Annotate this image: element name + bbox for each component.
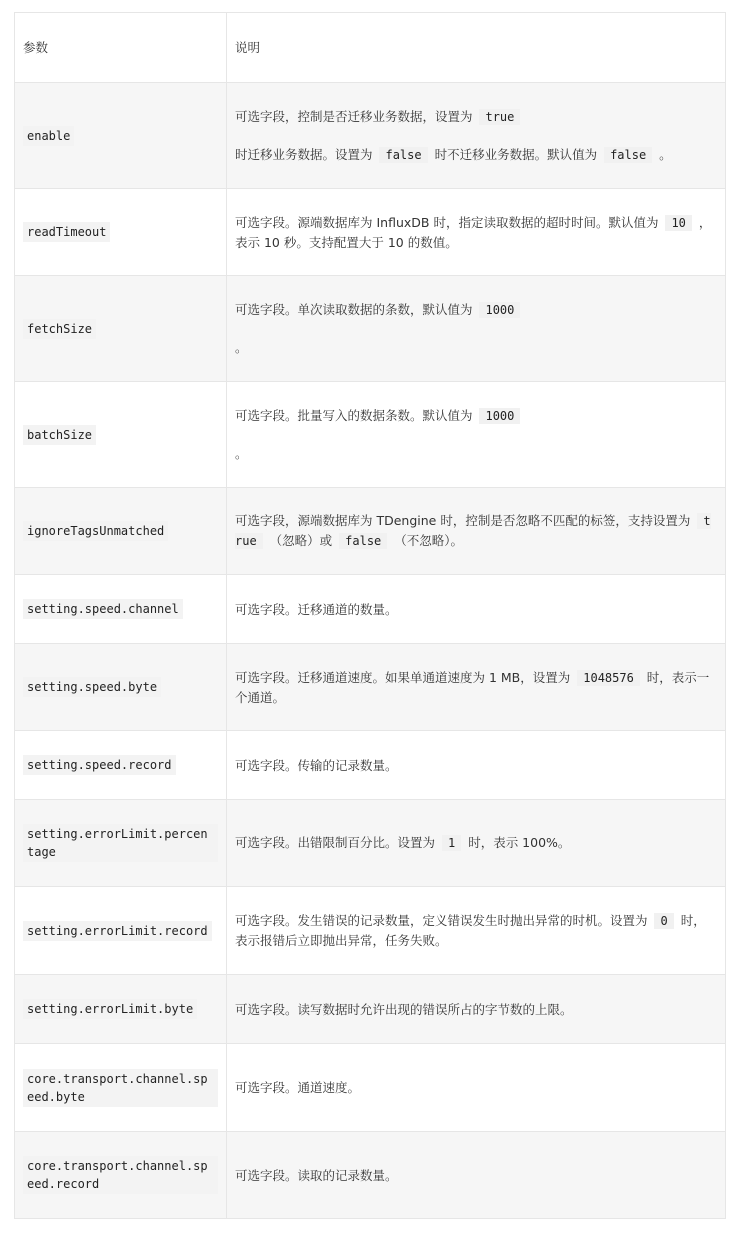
param-name: setting.speed.channel — [23, 599, 183, 619]
table-row — [15, 731, 726, 800]
param-name: readTimeout — [23, 222, 110, 242]
description-text: 可选字段。源端数据库为 InfluxDB 时，指定读取数据的超时时间。默认值为 — [235, 214, 663, 230]
description-paragraph — [235, 213, 717, 252]
inline-code-value: true — [235, 514, 711, 548]
inline-code-value: true — [479, 109, 520, 125]
table-body — [15, 83, 726, 1219]
table-row — [15, 1132, 726, 1219]
table-row — [15, 800, 726, 887]
table-row — [15, 382, 726, 488]
param-name-cell — [15, 1132, 227, 1219]
param-name: core.transport.channel.speed.byte — [23, 1069, 218, 1107]
param-description-cell — [227, 731, 726, 800]
description-paragraph — [235, 911, 717, 950]
description-paragraph — [235, 600, 717, 619]
description-text: 可选字段，控制是否迁移业务数据，设置为 — [235, 108, 477, 124]
param-name: setting.speed.record — [23, 755, 176, 775]
description-text: （不忽略）。 — [390, 533, 463, 548]
description-text: ，表示 10 秒。支持配置大于 10 的数值。 — [235, 214, 712, 250]
param-description-cell — [227, 83, 726, 189]
param-description-cell — [227, 887, 726, 975]
param-description-cell — [227, 276, 726, 382]
table-row — [15, 575, 726, 644]
description-paragraph — [235, 145, 717, 165]
description-paragraph — [235, 444, 717, 463]
param-name: setting.errorLimit.record — [23, 921, 212, 941]
table-row — [15, 887, 726, 975]
description-paragraph — [235, 406, 717, 426]
inline-code-value: 1 — [442, 835, 461, 851]
description-text: 可选字段，源端数据库为 TDengine 时，控制是否忽略不匹配的标签，支持设置为 — [235, 513, 695, 528]
description-text: 可选字段。迁移通道的数量。 — [235, 601, 398, 617]
param-name-cell — [15, 83, 227, 189]
param-name: enable — [23, 126, 74, 146]
table-row — [15, 276, 726, 382]
param-name: fetchSize — [23, 319, 96, 339]
description-paragraph — [235, 511, 717, 551]
description-text: 时不迁移业务数据。默认值为 — [430, 146, 602, 162]
description-paragraph — [235, 1078, 717, 1097]
inline-code-value: 0 — [654, 913, 673, 929]
header-description: 说明 — [227, 13, 726, 83]
description-text: 可选字段。读写数据时允许出现的错误所占的字节数的上限。 — [235, 1001, 573, 1017]
description-paragraph — [235, 107, 717, 127]
table-row — [15, 1044, 726, 1132]
param-description-cell — [227, 189, 726, 276]
param-name-cell — [15, 644, 227, 731]
param-name: setting.errorLimit.byte — [23, 999, 197, 1019]
param-description-cell — [227, 575, 726, 644]
param-description-cell — [227, 1044, 726, 1132]
inline-code-value: 1000 — [479, 408, 520, 424]
description-text: （忽略）或 — [265, 533, 337, 548]
param-name: ignoreTagsUnmatched — [23, 521, 168, 541]
description-text: 。 — [235, 446, 248, 461]
parameter-table-container — [14, 12, 725, 1219]
param-description-cell — [227, 382, 726, 488]
description-paragraph — [235, 300, 717, 320]
description-text: 。 — [655, 146, 672, 162]
param-name-cell — [15, 1044, 227, 1132]
description-text: 可选字段。发生错误的记录数量，定义错误发生时抛出异常的时机。设置为 — [235, 913, 652, 928]
description-text: 可选字段。出错限制百分比。设置为 — [235, 835, 439, 850]
description-text: 时，表示报错后立即抛出异常，任务失败。 — [235, 913, 706, 948]
param-name-cell — [15, 975, 227, 1044]
param-name-cell — [15, 189, 227, 276]
param-name-cell — [15, 575, 227, 644]
description-paragraph — [235, 756, 717, 775]
description-text: 可选字段。传输的记录数量。 — [235, 757, 398, 773]
description-text: 可选字段。通道速度。 — [235, 1080, 361, 1095]
param-description-cell — [227, 975, 726, 1044]
param-name-cell — [15, 887, 227, 975]
param-name: core.transport.channel.speed.record — [23, 1156, 218, 1194]
param-name-cell — [15, 276, 227, 382]
table-header-row — [15, 13, 726, 83]
description-paragraph — [235, 1000, 717, 1019]
inline-code-value: false — [379, 147, 427, 163]
table-row — [15, 83, 726, 189]
description-text: 可选字段。迁移通道速度。如果单通道速度为 1 MB，设置为 — [235, 669, 575, 685]
param-name-cell — [15, 800, 227, 887]
description-text: 可选字段。单次读取数据的条数，默认值为 — [235, 302, 477, 317]
table-row — [15, 975, 726, 1044]
inline-code-value: 1000 — [479, 302, 520, 318]
description-text: 时，表示一个通道。 — [235, 669, 710, 705]
inline-code-value: 1048576 — [577, 670, 640, 686]
description-paragraph — [235, 1166, 717, 1185]
param-name: batchSize — [23, 425, 96, 445]
description-text: 可选字段。批量写入的数据条数。默认值为 — [235, 408, 477, 423]
table-row — [15, 488, 726, 575]
param-name-cell — [15, 731, 227, 800]
description-paragraph — [235, 668, 717, 707]
inline-code-value: false — [604, 147, 652, 163]
inline-code-value: 10 — [665, 215, 691, 231]
parameter-table — [14, 12, 726, 1219]
description-text: 时迁移业务数据。设置为 — [235, 146, 377, 162]
param-description-cell — [227, 644, 726, 731]
description-text: 可选字段。读取的记录数量。 — [235, 1167, 398, 1183]
description-paragraph — [235, 338, 717, 357]
param-name-cell — [15, 382, 227, 488]
param-name: setting.errorLimit.percentage — [23, 824, 218, 862]
param-name: setting.speed.byte — [23, 677, 161, 697]
table-row — [15, 644, 726, 731]
description-text: 。 — [235, 340, 248, 355]
param-description-cell — [227, 1132, 726, 1219]
table-row — [15, 189, 726, 276]
header-param: 参数 — [15, 13, 227, 83]
param-description-cell — [227, 488, 726, 575]
inline-code-value: false — [339, 533, 387, 549]
param-name-cell — [15, 488, 227, 575]
description-paragraph — [235, 833, 717, 853]
description-text: 时，表示 100%。 — [464, 835, 571, 850]
param-description-cell — [227, 800, 726, 887]
